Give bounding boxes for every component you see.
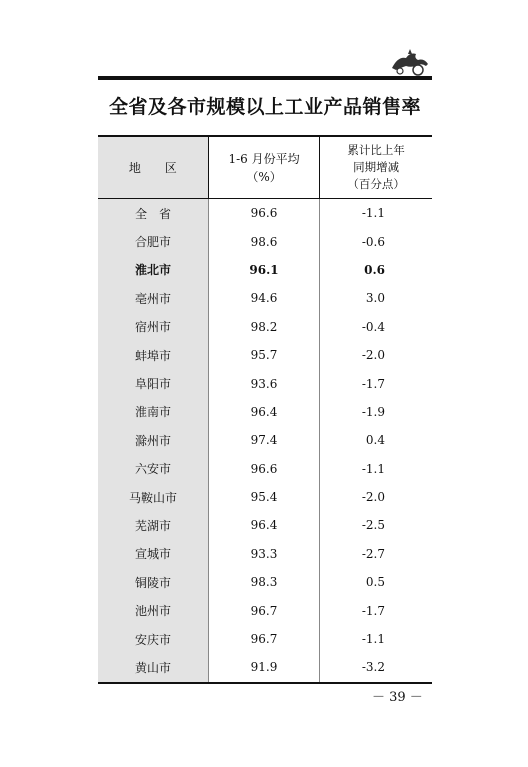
average-cell: 97.4 [209,426,320,454]
header-change-line3: （百分点） [347,177,405,191]
change-cell: -2.7 [361,546,385,561]
change-cell: -0.6 [361,234,385,249]
change-cell: -1.1 [361,632,385,647]
table-row [98,227,432,255]
header-region: 地 区 [98,137,209,198]
page-number: － 39 － [372,690,423,705]
average-cell: 91.9 [209,653,320,681]
table-row [98,596,432,624]
region-cell: 六安市 [98,455,209,483]
region-cell: 池州市 [98,596,209,624]
region-cell: 铜陵市 [98,568,209,596]
change-cell: -1.9 [361,404,385,419]
table-row [98,568,432,596]
region-cell: 阜阳市 [98,369,209,397]
average-cell: 96.1 [209,256,320,284]
change-cell: -2.5 [361,518,385,533]
region-cell: 芜湖市 [98,511,209,539]
change-cell: -2.0 [361,490,385,505]
region-cell: 合肥市 [98,227,209,255]
region-cell: 淮南市 [98,398,209,426]
table-row [98,369,432,397]
horse-chariot-logo [388,48,434,76]
average-cell: 98.3 [209,568,320,596]
header-change [320,137,432,198]
header-average-line1: 1-6 月份平均 [228,151,300,166]
average-cell: 93.6 [209,369,320,397]
average-cell: 96.7 [209,625,320,653]
change-cell: 3.0 [365,291,385,306]
average-cell: 96.4 [209,511,320,539]
table-bottom-rule [98,682,432,684]
average-cell: 94.6 [209,284,320,312]
change-cell: 0.4 [365,433,385,448]
table-row [98,199,432,227]
change-cell: -1.7 [361,376,385,391]
average-cell: 93.3 [209,540,320,568]
change-cell: -2.0 [361,348,385,363]
table-row [98,653,432,681]
table-row [98,540,432,568]
change-cell: 0.5 [365,575,385,590]
average-cell: 96.6 [209,455,320,483]
table-body [98,199,432,682]
change-cell: -0.4 [361,319,385,334]
change-cell: 0.6 [364,262,385,277]
region-cell: 亳州市 [98,284,209,312]
average-cell: 96.7 [209,596,320,624]
average-cell: 95.7 [209,341,320,369]
average-cell: 98.6 [209,227,320,255]
average-cell: 96.4 [209,398,320,426]
change-cell: -1.1 [361,461,385,476]
table-row [98,511,432,539]
change-cell: -1.1 [361,206,385,221]
region-cell: 滁州市 [98,426,209,454]
table-row [98,455,432,483]
header-change-line2: 同期增减 [353,160,400,174]
region-cell: 安庆市 [98,625,209,653]
table-row [98,483,432,511]
table-row [98,398,432,426]
sales-rate-table [98,135,432,684]
page-title: 全省及各市规模以上工业产品销售率 [108,96,421,118]
header-rule [98,76,432,80]
region-cell: 淮北市 [98,256,209,284]
table-row [98,341,432,369]
region-cell: 宣城市 [98,540,209,568]
region-cell: 黄山市 [98,653,209,681]
header-change-line1: 累计比上年 [347,143,405,157]
table-row [98,625,432,653]
table-row [98,284,432,312]
region-cell: 宿州市 [98,313,209,341]
change-cell: -3.2 [361,660,385,675]
header-average-line2: （%） [246,169,282,184]
change-cell: -1.7 [361,603,385,618]
average-cell: 98.2 [209,313,320,341]
header-average [209,137,321,198]
region-cell: 全 省 [98,199,209,227]
region-cell: 马鞍山市 [98,483,209,511]
average-cell: 96.6 [209,199,320,227]
table-row [98,313,432,341]
table-header [98,137,432,199]
average-cell: 95.4 [209,483,320,511]
table-row [98,426,432,454]
table-row [98,256,432,284]
region-cell: 蚌埠市 [98,341,209,369]
